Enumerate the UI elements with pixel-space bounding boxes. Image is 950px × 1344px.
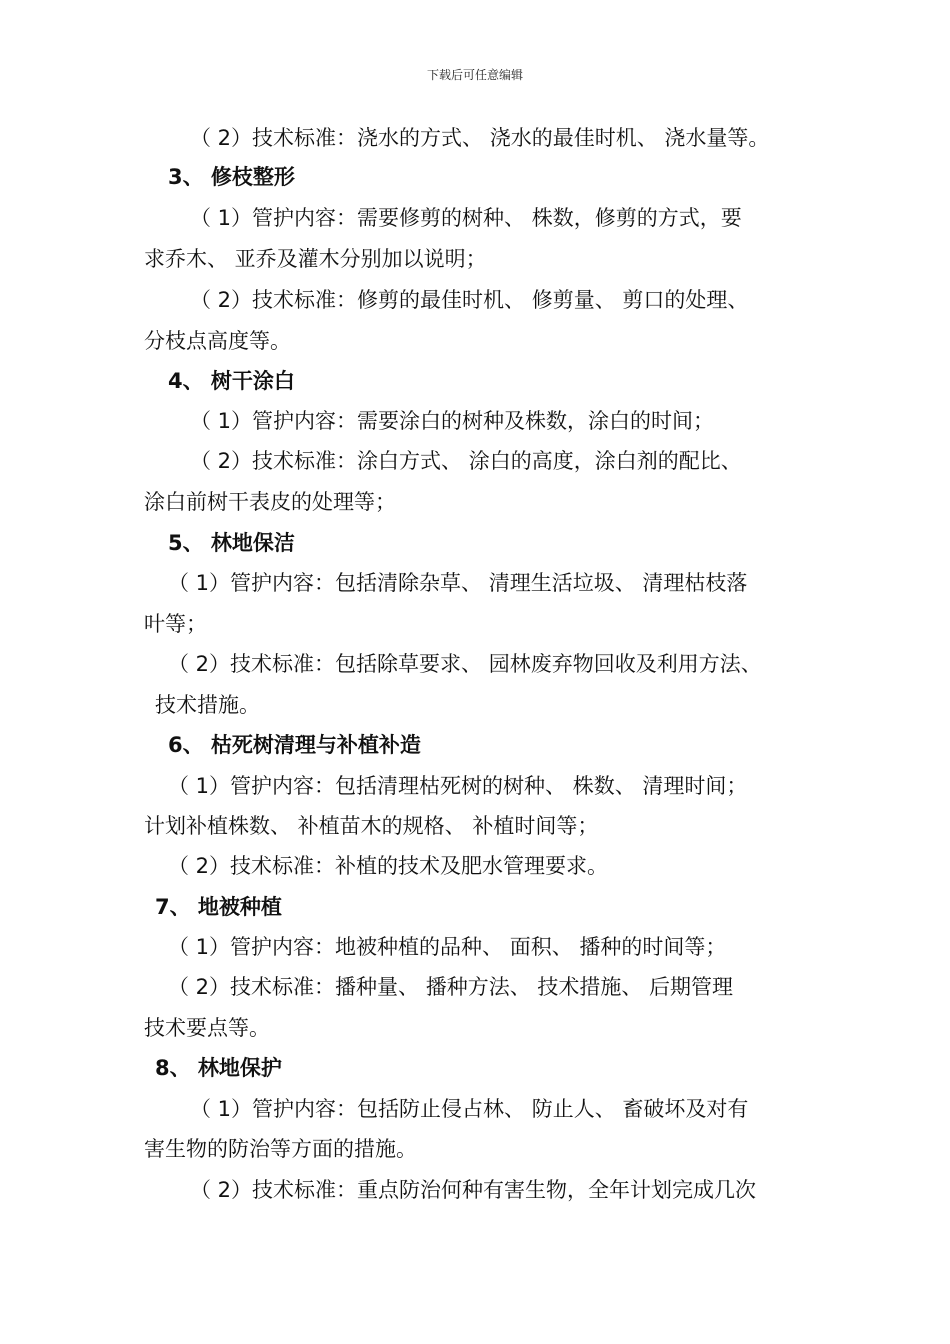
text-line: （ 2）技术标准：补植的技术及肥水管理要求。 — [168, 854, 609, 878]
text-line: 技术措施。 — [155, 693, 260, 717]
text-line: 求乔木、 亚乔及灌木分别加以说明； — [144, 247, 487, 271]
text-line: 叶等； — [144, 612, 207, 636]
text-line: （ 2）技术标准：修剪的最佳时机、 修剪量、 剪口的处理、 — [190, 288, 749, 312]
text-line: （ 1）管护内容：需要涂白的树种及株数，涂白的时间； — [190, 409, 715, 433]
text-line: 技术要点等。 — [144, 1016, 270, 1040]
section-heading: 3、 修枝整形 — [168, 165, 295, 189]
section-heading: 8、 林地保护 — [155, 1056, 282, 1080]
text-line: （ 2）技术标准：浇水的方式、 浇水的最佳时机、 浇水量等。 — [190, 126, 770, 150]
text-line: 涂白前树干表皮的处理等； — [144, 490, 396, 514]
text-line: 计划补植株数、 补植苗木的规格、 补植时间等； — [144, 814, 599, 838]
section-heading: 4、 树干涂白 — [168, 369, 295, 393]
section-heading: 5、 林地保洁 — [168, 531, 295, 555]
page-header: 下载后可任意编辑 — [426, 68, 523, 82]
section-heading: 6、 枯死树清理与补植补造 — [168, 733, 421, 757]
text-line: 分枝点高度等。 — [144, 329, 291, 353]
text-line: （ 2）技术标准：包括除草要求、 园林废弃物回收及利用方法、 — [168, 652, 762, 676]
text-line: （ 2）技术标准：重点防治何种有害生物，全年计划完成几次 — [190, 1178, 757, 1202]
text-line: （ 2）技术标准：播种量、 播种方法、 技术措施、 后期管理 — [168, 975, 734, 999]
section-heading: 7、 地被种植 — [155, 895, 282, 919]
text-line: （ 1）管护内容：包括清理枯死树的树种、 株数、 清理时间； — [168, 774, 748, 798]
text-line: （ 2）技术标准：涂白方式、 涂白的高度，涂白剂的配比、 — [190, 449, 742, 473]
text-line: （ 1）管护内容：需要修剪的树种、 株数，修剪的方式，要 — [190, 206, 742, 230]
text-line: （ 1）管护内容：包括清除杂草、 清理生活垃圾、 清理枯枝落 — [168, 571, 748, 595]
text-line: 害生物的防治等方面的措施。 — [144, 1137, 417, 1161]
text-line: （ 1）管护内容：包括防止侵占林、 防止人、 畜破坏及对有 — [190, 1097, 749, 1121]
text-line: （ 1）管护内容：地被种植的品种、 面积、 播种的时间等； — [168, 935, 727, 959]
